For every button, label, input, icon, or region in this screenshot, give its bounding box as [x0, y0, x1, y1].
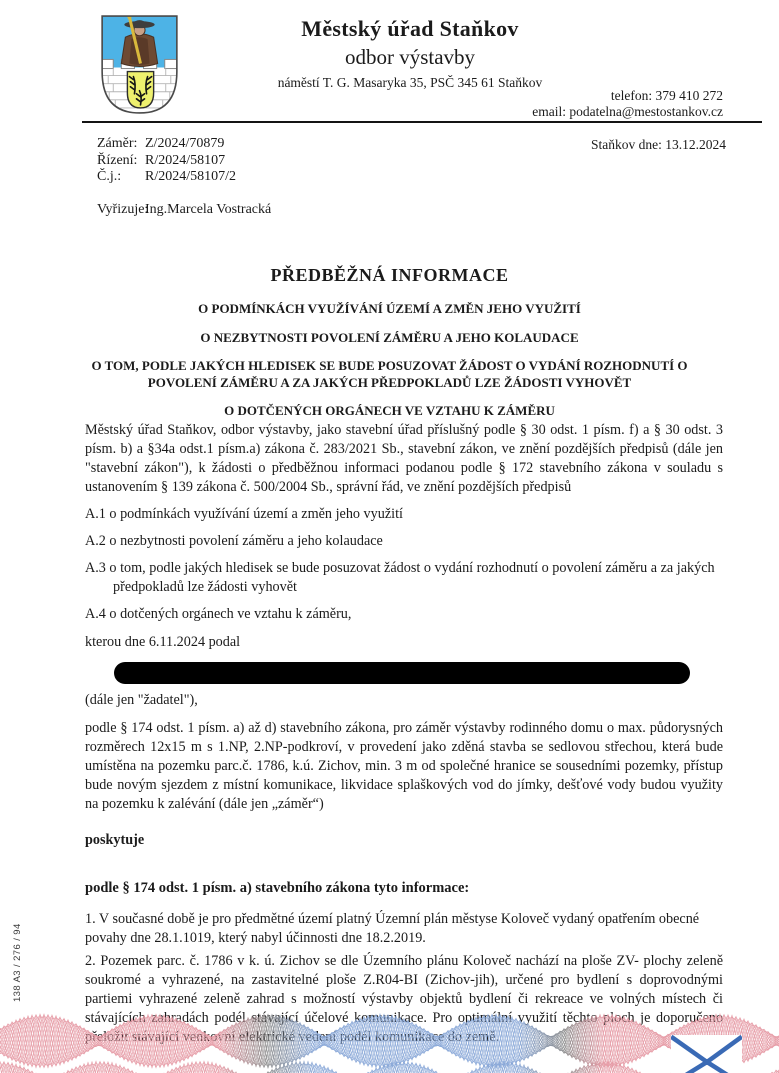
info-item-a1: A.1 o podmínkách využívání území a změn jeho využití — [85, 506, 403, 522]
office-address: náměstí T. G. Masaryka 35, PSČ 345 61 Staňkov — [277, 75, 543, 90]
ref-label: Č.j.: — [97, 169, 122, 184]
envelope-icon — [671, 1035, 742, 1073]
document-title: PŘEDBĚŽNÁ INFORMACE — [270, 265, 509, 285]
document-subtitle: O TOM, PODLE JAKÝCH HLEDISEK SE BUDE POSUZOVAT ŽÁDOST O VYDÁNÍ ROZHODNUTÍ O POVOLENÍ ZÁMĚRU A ZA JAKÝCH PŘEDPOKLADŮ LZE ŽÁDOSTI VYHOVĚT — [91, 358, 688, 390]
ref-label: Záměr: — [97, 136, 138, 151]
ref-value: R/2024/58107/2 — [145, 169, 237, 184]
handler-label: Vyřizuje: — [97, 202, 149, 217]
info-item-a2: A.2 o nezbytnosti povolení záměru a jeho kolaudace — [85, 533, 383, 549]
ref-value: R/2024/58107 — [145, 152, 226, 168]
info-item-a4: A.4 o dotčených orgánech ve vztahu k záměru, — [85, 606, 352, 622]
document-body — [85, 421, 723, 1047]
info-item-a3: A.3 o tom, podle jakých hledisek se bude posuzovat žádost o vydání rozhodnutí o povolení záměru a za jakých předpokladů lze žádosti vyhovět — [85, 560, 715, 595]
project-paragraph: podle § 174 odst. 1 písm. a) až d) stavebního zákona, pro záměr výstavby rodinného domu o max. půdorysných rozměrech 12x15 m s 1.NP, 2.NP-podkroví, v provedení jako zděná stavba se sedlovou střechou, která bude umístěna na pozemku parc.č. 1786, k.ú. Zichov, min. 3 m od společné hranice se sousedními pozemky, přístup bude novým sjezdem z místní komunikace, likvidace splaškových vod do jímky, dešťové vody budou využity na pozemku k zalévání (dále jen „záměr“) — [85, 720, 723, 812]
email-line: email: podatelna@mestostankov.cz — [532, 103, 723, 119]
handler-row — [97, 202, 271, 218]
title-block — [55, 265, 724, 420]
department-name: odbor výstavby — [344, 45, 476, 69]
intro-paragraph: Městský úřad Staňkov, odbor výstavby, jako stavební úřad příslušný podle § 30 odst. 1 písm. f) a § 30 odst. 3 písm. b) a §34a odst.1 písm.a) zákona č. 283/2021 Sb., stavební zákon, ve znění pozdějších předpisů (dále jen "stavební zákon"), k žádosti o předběžnou informaci podanou podle § 172 stavebního zákona v souladu s ustanovením § 139 zákona č. 500/2004 Sb., správní řád, ve znění pozdějších předpisů — [85, 422, 723, 495]
office-name: Městský úřad Staňkov — [301, 16, 519, 41]
applicant-alias: (dále jen "žadatel"), — [85, 692, 198, 708]
document-subtitle: O PODMÍNKÁCH VYUŽÍVÁNÍ ÚZEMÍ A ZMĚN JEHO VYUŽITÍ — [198, 301, 581, 316]
date-line: Staňkov dne: 13.12.2024 — [591, 137, 726, 152]
document-subtitle: O NEZBYTNOSTI POVOLENÍ ZÁMĚRU A JEHO KOLAUDACE — [200, 329, 579, 345]
provides-keyword: poskytuje — [85, 832, 145, 848]
ref-value: Z/2024/70879 — [145, 136, 225, 151]
info-heading: podle § 174 odst. 1 písm. a) stavebního zákona tyto informace: — [85, 880, 470, 896]
submission-line: kterou dne 6.11.2024 podal — [85, 634, 241, 650]
info-paragraph-1: 1. V současné době je pro předmětné území platný Územní plán městyse Koloveč vydaný opatřením obecné povahy dne 28.1.1019, který nabyl účinnosti dne 18.2.2019. — [85, 911, 700, 946]
info-paragraph-2: 2. Pozemek parc. č. 1786 v k. ú. Zichov se dle Územního plánu Koloveč nachází na ploše ZV- plochy zeleně soukromé a vyhrazené, na zastavitelné ploše Z.R04-BI (Zichov-jih), určené pro bydlení s doprovodnými partiemi vyhrazené zeleně zahrad s možností výstavby objektů bydlení či rekreace ve volných místech či stávajících zahradách podél stávající účelové komunikace. Pro optimální využití těchto ploch je doporučeno přeložit stávající venkovní elektrické vedení podél komunikace do země. — [85, 953, 723, 1045]
redaction-bar — [114, 662, 690, 684]
ref-row-rizeni — [97, 153, 236, 170]
handler-name: Ing.Marcela Vostracká — [145, 202, 272, 217]
phone-line: telefon: 379 410 272 — [610, 88, 723, 103]
reference-block — [97, 136, 236, 186]
ref-label: Řízení: — [97, 152, 138, 168]
ref-row-cj — [97, 169, 236, 186]
margin-code-vertical: 138 A3 / 276 / 94 — [12, 923, 23, 1002]
header-divider — [82, 121, 762, 123]
document-subtitle: O DOTČENÝCH ORGÁNECH VE VZTAHU K ZÁMĚRU — [224, 403, 555, 418]
ref-row-zamer — [97, 136, 236, 153]
guilloche-pattern — [0, 1009, 779, 1073]
